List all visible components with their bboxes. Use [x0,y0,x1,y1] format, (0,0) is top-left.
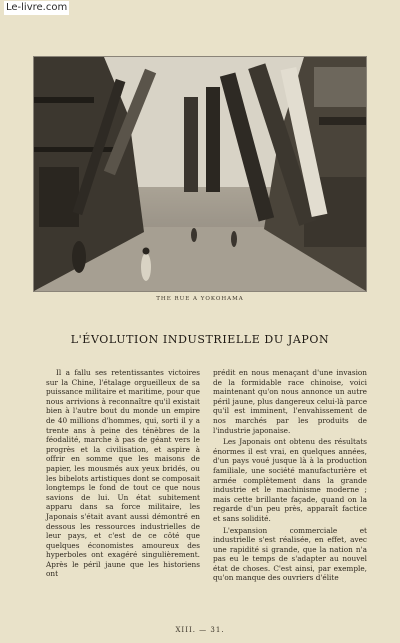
text-column-right [213,368,367,585]
photo-caption: THE RUE A YOKOHAMA [156,296,244,302]
paragraph: Les Japonais ont obtenu des résultats énormes il est vrai, en quelques années, d'un pays voué jusque là à la production familiale, une société manufacturière et armée complètement dans la grande industrie et le machinisme moderne ; mais cette brillante façade, quand on la regarde d'un peu près, apparaît factice et sans solidité. [213,437,367,523]
paragraph: L'expansion commerciale et industrielle s'est réalisée, en effet, avec une rapidité si grande, que la nation n'a pas eu le temps de s'adapter au nouvel état de choses. C'est ainsi, par exemple, qu'on manque des ouvriers d'élite [213,525,367,583]
page-folio: XIII. — 31. [175,626,225,634]
street-photo [33,56,367,292]
paragraph: prédit en nous menaçant d'une invasion de la formidable race chinoise, voici maintenant qu'on nous annonce un autre péril jaune, plus dangereux celui-là parce qu'il est imminent, l'envahissement de nos marchés par les produits de l'industrie japonaise. [213,368,368,435]
article-title: L'ÉVOLUTION INDUSTRIELLE DU JAPON [70,333,330,346]
street-illustration [34,57,366,291]
paragraph: Il a fallu ses retentissantes victoires sur la Chine, l'étalage orgueilleux de sa puissance militaire et maritime, pour que nous arrivions à reconnaître qu'il existait bien à l'autre bout du monde un empire de 40 millions d'hommes, qui, sorti il y a trente ans à peine des ténèbres de la féodalité, marche à pas de géant vers le progrès et la civilisation, et aspire à offrir en somme que les maisons de papier, les mousmés aux yeux bridés, ou les bibelots artistiques dont se composait longtemps le fond de tout ce que nous savions de lui. Un état subitement apparu dans sa force militaire, les Japonais s'était avant aussi démontré en dessous les ressources industrielles de leur pays, et c'est de ce côté que quelques économistes amoureux des hyperboles ont exagéré singulièrement. Après le péril jaune que les historiens ont [46,368,200,579]
text-column-left [46,368,200,581]
site-watermark: Le-livre.com [6,2,68,13]
